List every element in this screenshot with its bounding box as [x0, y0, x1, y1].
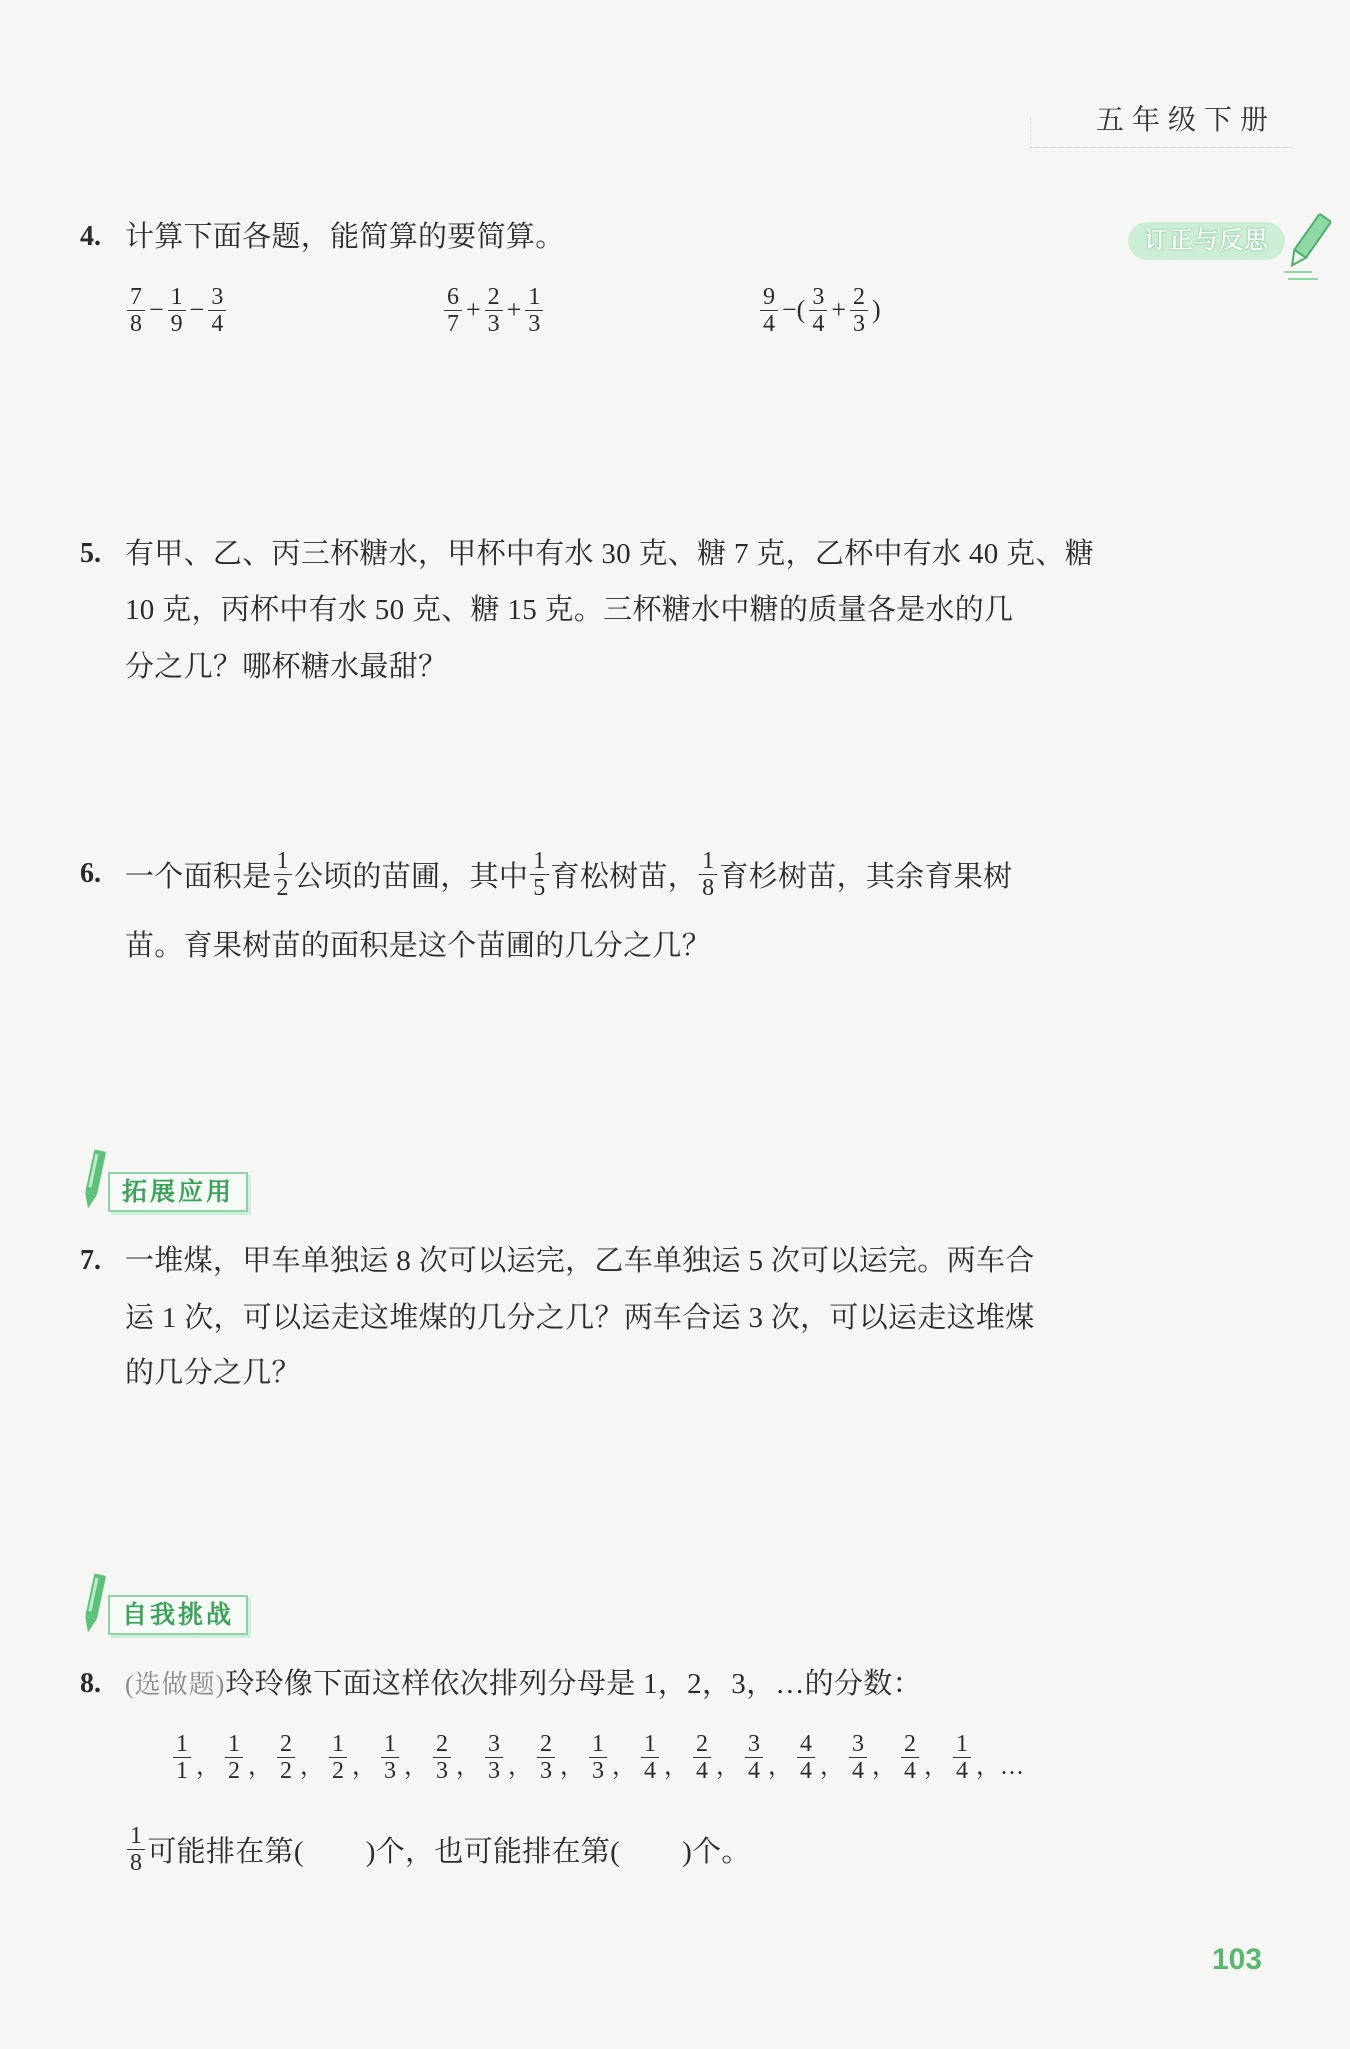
- text-run: )个。: [682, 1835, 751, 1868]
- numerator: 3: [485, 1731, 503, 1758]
- fraction: [525, 284, 543, 337]
- fraction: [127, 284, 145, 337]
- numerator: 7: [127, 284, 145, 311]
- badge-label: 订正与反思: [1144, 227, 1269, 254]
- denominator: 2: [276, 874, 289, 901]
- question-number: 8.: [80, 1668, 101, 1699]
- numerator: 3: [745, 1731, 763, 1758]
- section-heading-challenge: [108, 1595, 248, 1635]
- question-text-line: 有甲、乙、丙三杯糖水，甲杯中有水 30 克、糖 7 克，乙杯中有水 40 克、糖: [125, 538, 1095, 570]
- denominator: 3: [488, 1757, 500, 1784]
- numerator: 1: [225, 1731, 243, 1758]
- question-text-run: 玲玲像下面这样依次排列分母是 1，2，3，…的分数：: [225, 1668, 922, 1700]
- denominator: 4: [812, 310, 825, 337]
- denominator: 4: [211, 310, 224, 337]
- numerator: 2: [485, 284, 503, 311]
- denominator: 3: [436, 1757, 448, 1784]
- text-run: +: [831, 295, 846, 324]
- denominator: 2: [228, 1757, 240, 1784]
- denominator: 7: [447, 310, 459, 337]
- denominator: 4: [956, 1757, 968, 1784]
- numerator: 1: [168, 284, 186, 311]
- fraction: [208, 284, 226, 337]
- fraction: [850, 284, 868, 337]
- denominator: 4: [748, 1757, 760, 1784]
- pencil-icon: [1282, 210, 1332, 284]
- denominator: 9: [170, 310, 183, 337]
- pencil-icon: [80, 1570, 108, 1638]
- text-run: 育松树苗，: [550, 860, 698, 893]
- numerator: 4: [797, 1731, 815, 1758]
- fraction: [797, 1731, 815, 1784]
- numerator: 9: [760, 284, 778, 311]
- question-text-line: [125, 1664, 922, 1705]
- question-text: 计算下面各题，能简算的要简算。: [125, 221, 565, 253]
- fraction: [277, 1731, 295, 1784]
- fraction: [433, 1731, 451, 1784]
- numerator: 2: [850, 284, 868, 311]
- text-run: 一个面积是: [125, 860, 272, 893]
- fraction: [901, 1731, 919, 1784]
- text-run: ，: [248, 1753, 272, 1780]
- question-text-line: 的几分之几？: [125, 1357, 301, 1389]
- expression: [758, 280, 883, 340]
- denominator: 8: [702, 874, 715, 901]
- pencil-icon: [80, 1146, 108, 1214]
- denominator: 3: [384, 1757, 396, 1784]
- expression: [125, 280, 228, 340]
- page-number: 103: [1212, 1943, 1263, 1976]
- text-run: ，: [716, 1753, 740, 1780]
- denominator: 3: [487, 310, 500, 337]
- fraction: [699, 848, 717, 901]
- fraction: [641, 1731, 659, 1784]
- fraction: [693, 1731, 711, 1784]
- section-heading-label: 拓展应用: [122, 1178, 235, 1206]
- fraction: [168, 284, 186, 337]
- text-run: −: [189, 295, 205, 324]
- question-number: 6.: [80, 858, 101, 889]
- fraction: [953, 1731, 971, 1784]
- numerator: 2: [693, 1731, 711, 1758]
- denominator: 4: [904, 1757, 916, 1784]
- numerator: 1: [530, 848, 548, 875]
- denominator: 1: [176, 1757, 188, 1784]
- fraction: [760, 284, 778, 337]
- fraction: [444, 284, 462, 337]
- question-number: 4.: [80, 221, 101, 252]
- denominator: 3: [592, 1757, 604, 1784]
- text-run: ，: [872, 1753, 896, 1780]
- fraction: [485, 284, 503, 337]
- expression: [442, 280, 545, 340]
- fraction: [589, 1731, 607, 1784]
- header-divider: [1030, 118, 1292, 148]
- numerator: 1: [173, 1731, 191, 1758]
- fraction: [127, 1823, 145, 1876]
- fraction: [485, 1731, 503, 1784]
- text-run: ，: [300, 1753, 324, 1780]
- numerator: 6: [444, 284, 462, 311]
- denominator: 8: [130, 1849, 143, 1876]
- text-run: 公顷的苗圃，其中: [293, 860, 529, 893]
- fraction: [274, 848, 292, 901]
- denominator: 4: [800, 1757, 812, 1784]
- numerator: 1: [274, 848, 292, 875]
- text-run: ): [872, 295, 881, 324]
- numerator: 3: [208, 284, 226, 311]
- numerator: 3: [849, 1731, 867, 1758]
- denominator: 3: [853, 310, 865, 337]
- fraction: [809, 284, 827, 337]
- numerator: 1: [525, 284, 543, 311]
- text-run: ，…: [976, 1753, 1024, 1780]
- denominator: 4: [644, 1757, 656, 1784]
- numerator: 1: [953, 1731, 971, 1758]
- text-run: −: [149, 295, 164, 324]
- question-text-line: 分之几？哪杯糖水最甜？: [125, 651, 448, 683]
- text-run: ，: [196, 1753, 220, 1780]
- text-run: 育杉树苗，其余育果树: [719, 860, 1013, 893]
- question-text-line: 运 1 次，可以运走这堆煤的几分之几？两车合运 3 次，可以运走这堆煤: [125, 1302, 1035, 1334]
- question-text-line: [125, 1819, 751, 1879]
- denominator: 4: [763, 310, 775, 337]
- section-heading-extend: [108, 1172, 248, 1212]
- text-run: ，: [456, 1753, 480, 1780]
- denominator: 8: [130, 310, 142, 337]
- numerator: 1: [641, 1731, 659, 1758]
- fraction: [329, 1731, 347, 1784]
- optional-tag: (选做题): [125, 1670, 226, 1699]
- fraction: [225, 1731, 243, 1784]
- fraction: [173, 1731, 191, 1784]
- numerator: 1: [699, 848, 717, 875]
- question-text-line: 苗。育果树苗的面积是这个苗圃的几分之几？: [125, 930, 712, 962]
- correction-reflection-badge: [1128, 222, 1285, 260]
- text-run: )个，也可能排在第(: [365, 1835, 621, 1868]
- fraction: [745, 1731, 763, 1784]
- text-run: −(: [782, 295, 806, 324]
- text-run: +: [466, 295, 481, 324]
- denominator: 5: [533, 874, 546, 901]
- question-number: 7.: [80, 1245, 101, 1276]
- numerator: 3: [809, 284, 827, 311]
- text-run: ，: [404, 1753, 428, 1780]
- text-run: 可能排在第(: [147, 1835, 304, 1868]
- denominator: 3: [540, 1757, 552, 1784]
- text-run: ，: [768, 1753, 792, 1780]
- text-run: ，: [560, 1753, 584, 1780]
- numerator: 1: [329, 1731, 347, 1758]
- fraction: [381, 1731, 399, 1784]
- numerator: 2: [901, 1731, 919, 1758]
- denominator: 4: [696, 1757, 708, 1784]
- numerator: 1: [127, 1823, 145, 1850]
- section-heading-label: 自我挑战: [122, 1601, 235, 1629]
- question-text-line: 10 克，丙杯中有水 50 克、糖 15 克。三杯糖水中糖的质量各是水的几: [125, 594, 1014, 626]
- question-text-line: [125, 844, 1012, 904]
- denominator: 4: [852, 1757, 864, 1784]
- text-run: ，: [508, 1753, 532, 1780]
- text-run: ，: [352, 1753, 376, 1780]
- numerator: 1: [589, 1731, 607, 1758]
- fraction: [537, 1731, 555, 1784]
- denominator: 2: [332, 1757, 344, 1784]
- fraction: [849, 1731, 867, 1784]
- text-run: ，: [924, 1753, 948, 1780]
- book-volume-title: 五年级下册: [1096, 104, 1277, 135]
- denominator: 3: [528, 310, 541, 337]
- question-number: 5.: [80, 538, 101, 569]
- text-run: ，: [612, 1753, 636, 1780]
- numerator: 2: [433, 1731, 451, 1758]
- fraction-sequence: [171, 1727, 1027, 1787]
- fraction: [530, 848, 548, 901]
- text-run: ，: [664, 1753, 688, 1780]
- text-run: +: [506, 295, 522, 324]
- question-text-line: 一堆煤，甲车单独运 8 次可以运完，乙车单独运 5 次可以运完。两车合: [125, 1245, 1035, 1277]
- numerator: 2: [537, 1731, 555, 1758]
- numerator: 1: [381, 1731, 399, 1758]
- text-run: ，: [820, 1753, 844, 1780]
- numerator: 2: [277, 1731, 295, 1758]
- denominator: 2: [280, 1757, 292, 1784]
